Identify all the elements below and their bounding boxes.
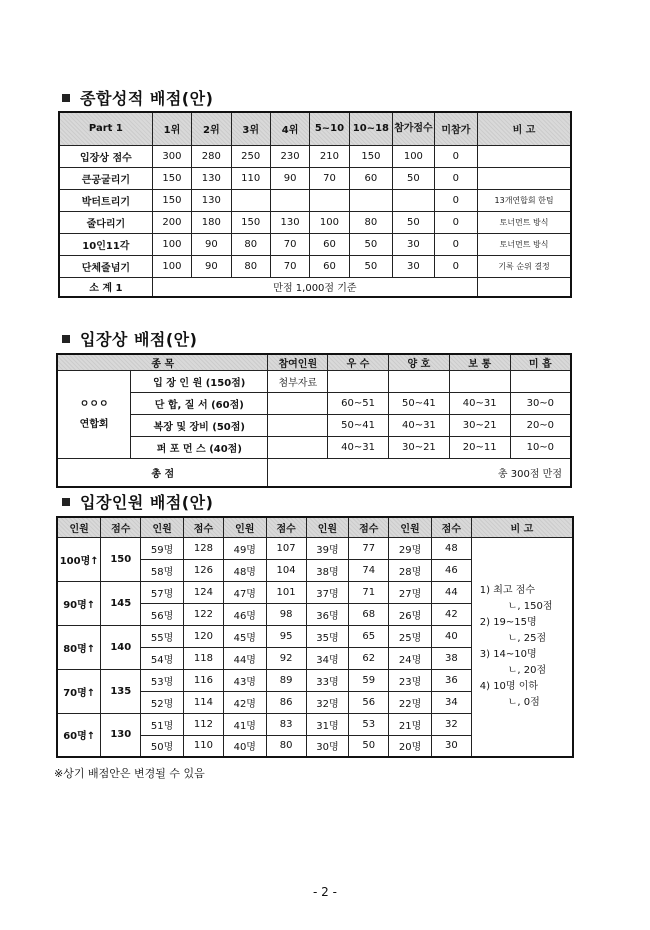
score-cell: 70: [310, 167, 349, 189]
score-cell: 130: [192, 189, 231, 211]
score-cell: 150: [231, 211, 270, 233]
score-cell: 38: [431, 647, 471, 669]
score-cell: 150: [152, 167, 191, 189]
remark-cell: [478, 167, 571, 189]
people-cell: 36명: [306, 603, 349, 625]
remark-line: 3) 14~10명: [479, 648, 537, 660]
people-cell: 48명: [223, 559, 266, 581]
score-cell: 0: [434, 167, 478, 189]
score-cell: 40~31: [388, 415, 449, 437]
people-cell: 28명: [389, 559, 432, 581]
group-name-line: ㅇㅇㅇ: [79, 398, 109, 410]
row-label-cell: 박터트리기: [59, 189, 152, 211]
row-label-cell: 단체줄넘기: [59, 255, 152, 277]
remark-cell: 기록 순위 결정: [478, 255, 571, 277]
overall-score-table: [58, 111, 572, 298]
score-cell: 122: [184, 603, 224, 625]
score-cell: 150: [152, 189, 191, 211]
section-title-overall: [62, 86, 213, 109]
row-label-cell: 큰공굴리기: [59, 167, 152, 189]
score-cell: 44: [431, 581, 471, 603]
score-cell: 120: [184, 625, 224, 647]
score-cell: [328, 371, 389, 393]
score-cell: 100: [152, 255, 191, 277]
score-cell: 110: [231, 167, 270, 189]
score-cell: 46: [431, 559, 471, 581]
table-header-row: [57, 517, 573, 537]
score-cell: 80: [231, 233, 270, 255]
people-cell: 57명: [141, 581, 184, 603]
group-score-cell: 130: [101, 713, 141, 757]
participants-cell: 첨부자료: [268, 371, 328, 393]
score-cell: 77: [349, 537, 389, 559]
people-cell: 37명: [306, 581, 349, 603]
score-cell: [349, 189, 393, 211]
header-cell: 보 통: [449, 354, 510, 371]
people-cell: 24명: [389, 647, 432, 669]
header-cell: 점수: [431, 517, 471, 537]
table-row: [59, 167, 571, 189]
remark-cell: 13개연합회 한팀: [478, 189, 571, 211]
people-cell: 42명: [223, 691, 266, 713]
group-people-cell: 90명↑: [57, 581, 101, 625]
score-cell: [449, 371, 510, 393]
score-cell: 40~31: [449, 393, 510, 415]
people-cell: 23명: [389, 669, 432, 691]
people-cell: 40명: [223, 735, 266, 757]
table-header-row: [59, 112, 571, 145]
people-cell: 55명: [141, 625, 184, 647]
score-cell: 50: [393, 211, 434, 233]
score-cell: 110: [184, 735, 224, 757]
people-cell: 22명: [389, 691, 432, 713]
header-cell: 참여인원: [268, 354, 328, 371]
total-label: 총 점: [57, 459, 268, 487]
score-cell: 101: [266, 581, 306, 603]
section-title-text: 입장상 배점(안): [80, 330, 198, 349]
score-cell: 89: [266, 669, 306, 691]
header-cell: 2위: [192, 112, 231, 145]
people-cell: 32명: [306, 691, 349, 713]
row-label-cell: 10인11각: [59, 233, 152, 255]
score-cell: 30: [431, 735, 471, 757]
score-cell: 56: [349, 691, 389, 713]
group-score-cell: 140: [101, 625, 141, 669]
score-cell: [510, 371, 571, 393]
score-cell: 114: [184, 691, 224, 713]
remark-line: ㄴ, 25점: [507, 632, 547, 644]
remark-line: ㄴ, 0점: [507, 696, 540, 708]
group-people-cell: 80명↑: [57, 625, 101, 669]
participants-cell: [268, 393, 328, 415]
score-cell: 116: [184, 669, 224, 691]
subtotal-label: 소 계 1: [59, 277, 152, 297]
bullet-square-icon: [62, 94, 70, 102]
score-cell: 128: [184, 537, 224, 559]
table-row: [57, 437, 571, 459]
score-cell: 130: [192, 167, 231, 189]
score-cell: 71: [349, 581, 389, 603]
item-cell: 입 장 인 원 (150점): [131, 371, 268, 393]
section-title-text: 입장인원 배점(안): [80, 493, 214, 512]
score-cell: 100: [152, 233, 191, 255]
total-row: [57, 459, 571, 487]
item-cell: 퍼 포 먼 스 (40점): [131, 437, 268, 459]
people-cell: 34명: [306, 647, 349, 669]
score-cell: 104: [266, 559, 306, 581]
table-row: [57, 415, 571, 437]
score-cell: 34: [431, 691, 471, 713]
people-cell: 52명: [141, 691, 184, 713]
group-people-cell: 60명↑: [57, 713, 101, 757]
people-cell: 21명: [389, 713, 432, 735]
score-cell: 10~0: [510, 437, 571, 459]
header-cell: 점수: [266, 517, 306, 537]
remark-cell: 토너먼트 방식: [478, 211, 571, 233]
score-cell: 0: [434, 189, 478, 211]
header-cell: Part 1: [59, 112, 152, 145]
header-cell: 1위: [152, 112, 191, 145]
score-cell: 300: [152, 145, 191, 167]
people-cell: 30명: [306, 735, 349, 757]
score-cell: 53: [349, 713, 389, 735]
remark-line: 1) 최고 점수: [479, 584, 536, 596]
section-title-attendance: [62, 490, 213, 513]
score-cell: 50~41: [328, 415, 389, 437]
attendance-score-table: [56, 516, 574, 758]
people-cell: 29명: [389, 537, 432, 559]
header-cell: 비 고: [471, 517, 573, 537]
section-title-entrance: [62, 327, 197, 350]
people-cell: 50명: [141, 735, 184, 757]
people-cell: 20명: [389, 735, 432, 757]
score-cell: [388, 371, 449, 393]
remark-line: 4) 10명 이하: [479, 680, 539, 692]
row-label-cell: 줄다리기: [59, 211, 152, 233]
score-cell: 280: [192, 145, 231, 167]
header-cell: 점수: [349, 517, 389, 537]
header-cell: 종 목: [57, 354, 268, 371]
people-cell: 43명: [223, 669, 266, 691]
header-cell: 인원: [223, 517, 266, 537]
table-row: [59, 189, 571, 211]
score-cell: 60~51: [328, 393, 389, 415]
score-cell: 95: [266, 625, 306, 647]
score-cell: 90: [192, 233, 231, 255]
score-cell: 50: [349, 233, 393, 255]
group-name-line: 연합회: [79, 418, 109, 430]
score-cell: 150: [349, 145, 393, 167]
score-cell: 100: [393, 145, 434, 167]
score-cell: 60: [310, 233, 349, 255]
people-cell: 31명: [306, 713, 349, 735]
bullet-square-icon: [62, 498, 70, 506]
score-cell: 98: [266, 603, 306, 625]
people-cell: 45명: [223, 625, 266, 647]
group-score-cell: 150: [101, 537, 141, 581]
total-value: 총 300점 만점: [268, 459, 571, 487]
score-cell: 30~21: [388, 437, 449, 459]
remark-line: 2) 19~15명: [479, 616, 537, 628]
score-cell: 80: [349, 211, 393, 233]
row-label-cell: 입장상 점수: [59, 145, 152, 167]
people-cell: 46명: [223, 603, 266, 625]
score-cell: 210: [310, 145, 349, 167]
table-row: [57, 393, 571, 415]
score-cell: [393, 189, 434, 211]
header-cell: 점수: [184, 517, 224, 537]
people-cell: 58명: [141, 559, 184, 581]
table-row: [59, 233, 571, 255]
score-cell: 90: [192, 255, 231, 277]
people-cell: 39명: [306, 537, 349, 559]
score-cell: 0: [434, 145, 478, 167]
score-cell: 200: [152, 211, 191, 233]
score-cell: 40~31: [328, 437, 389, 459]
item-cell: 단 합, 질 서 (60점): [131, 393, 268, 415]
people-cell: 56명: [141, 603, 184, 625]
people-cell: 49명: [223, 537, 266, 559]
score-cell: 30: [393, 233, 434, 255]
people-cell: 41명: [223, 713, 266, 735]
score-cell: 50: [349, 735, 389, 757]
table-row: [57, 371, 571, 393]
group-score-cell: 135: [101, 669, 141, 713]
score-cell: 50~41: [388, 393, 449, 415]
empty-cell: [478, 277, 571, 297]
participants-cell: [268, 437, 328, 459]
people-cell: 27명: [389, 581, 432, 603]
header-cell: 양 호: [388, 354, 449, 371]
score-cell: [310, 189, 349, 211]
header-cell: 5~10: [310, 112, 349, 145]
score-cell: 36: [431, 669, 471, 691]
score-cell: 70: [270, 255, 309, 277]
people-cell: 26명: [389, 603, 432, 625]
remark-line: ㄴ, 20점: [507, 664, 547, 676]
header-cell: 인원: [141, 517, 184, 537]
people-cell: 44명: [223, 647, 266, 669]
score-cell: 30~21: [449, 415, 510, 437]
people-cell: 54명: [141, 647, 184, 669]
score-cell: 30: [393, 255, 434, 277]
score-cell: 92: [266, 647, 306, 669]
score-cell: 62: [349, 647, 389, 669]
section-title-text: 종합성적 배점(안): [80, 89, 214, 108]
score-cell: [231, 189, 270, 211]
score-cell: 107: [266, 537, 306, 559]
score-cell: 60: [310, 255, 349, 277]
remarks-cell: [471, 537, 573, 757]
group-people-cell: 100명↑: [57, 537, 101, 581]
score-cell: 50: [393, 167, 434, 189]
table-header-row: [57, 354, 571, 371]
people-cell: 33명: [306, 669, 349, 691]
remark-cell: 토너먼트 방식: [478, 233, 571, 255]
participants-cell: [268, 415, 328, 437]
score-cell: 32: [431, 713, 471, 735]
score-cell: 80: [266, 735, 306, 757]
header-cell: 인원: [57, 517, 101, 537]
score-cell: 59: [349, 669, 389, 691]
header-cell: 인원: [306, 517, 349, 537]
score-cell: 0: [434, 233, 478, 255]
score-cell: 112: [184, 713, 224, 735]
entrance-award-table: [56, 353, 572, 488]
header-cell: 3위: [231, 112, 270, 145]
score-cell: 80: [231, 255, 270, 277]
group-score-cell: 145: [101, 581, 141, 625]
header-cell: 미 흡: [510, 354, 571, 371]
score-cell: 0: [434, 255, 478, 277]
header-cell: 인원: [389, 517, 432, 537]
group-name-cell: [57, 371, 131, 459]
item-cell: 복장 및 장비 (50점): [131, 415, 268, 437]
score-cell: 60: [349, 167, 393, 189]
score-cell: 40: [431, 625, 471, 647]
score-cell: 30~0: [510, 393, 571, 415]
score-cell: 48: [431, 537, 471, 559]
score-cell: 70: [270, 233, 309, 255]
score-cell: 180: [192, 211, 231, 233]
score-cell: 130: [270, 211, 309, 233]
header-cell: 10~18: [349, 112, 393, 145]
score-cell: 230: [270, 145, 309, 167]
score-cell: 65: [349, 625, 389, 647]
people-cell: 35명: [306, 625, 349, 647]
score-cell: 118: [184, 647, 224, 669]
score-cell: 83: [266, 713, 306, 735]
table-row: [59, 211, 571, 233]
subtotal-text: 만점 1,000점 기준: [152, 277, 477, 297]
score-cell: [270, 189, 309, 211]
score-cell: 68: [349, 603, 389, 625]
remark-cell: [478, 145, 571, 167]
header-cell: 비 고: [478, 112, 571, 145]
score-cell: 124: [184, 581, 224, 603]
bullet-square-icon: [62, 335, 70, 343]
score-cell: 20~11: [449, 437, 510, 459]
table-row: [59, 255, 571, 277]
score-cell: 250: [231, 145, 270, 167]
header-cell: 우 수: [328, 354, 389, 371]
subtotal-row: [59, 277, 571, 297]
people-cell: 59명: [141, 537, 184, 559]
score-cell: 50: [349, 255, 393, 277]
people-cell: 51명: [141, 713, 184, 735]
score-cell: 126: [184, 559, 224, 581]
people-cell: 25명: [389, 625, 432, 647]
score-cell: 0: [434, 211, 478, 233]
people-cell: 47명: [223, 581, 266, 603]
table-row: [59, 145, 571, 167]
score-cell: 74: [349, 559, 389, 581]
score-cell: 100: [310, 211, 349, 233]
header-cell: 참가점수: [393, 112, 434, 145]
header-cell: 점수: [101, 517, 141, 537]
score-cell: 90: [270, 167, 309, 189]
remark-line: ㄴ, 150점: [507, 600, 553, 612]
score-cell: 20~0: [510, 415, 571, 437]
score-cell: 42: [431, 603, 471, 625]
header-cell: 4위: [270, 112, 309, 145]
people-cell: 38명: [306, 559, 349, 581]
score-cell: 86: [266, 691, 306, 713]
header-cell: 미참가: [434, 112, 478, 145]
group-people-cell: 70명↑: [57, 669, 101, 713]
table-row: [57, 537, 573, 559]
people-cell: 53명: [141, 669, 184, 691]
footnote: ※상기 배점안은 변경될 수 있음: [54, 767, 205, 780]
page-number: - 2 -: [313, 885, 337, 899]
